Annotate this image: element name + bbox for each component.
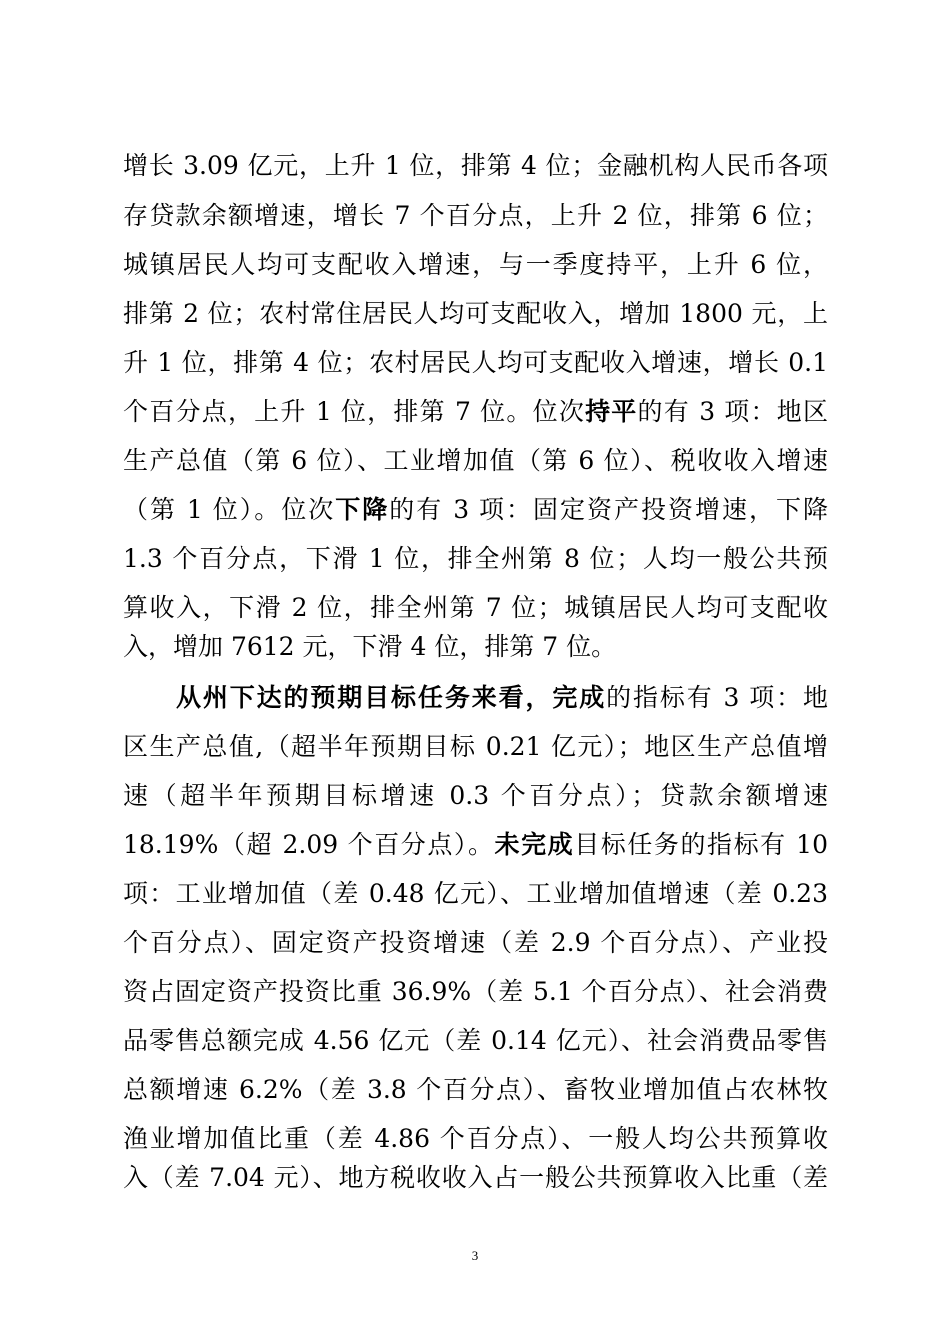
paragraph-2-line-8: 品零售总额完成 4.56 亿元（差 0.14 亿元）、社会消费品零售 xyxy=(123,1026,828,1055)
page-number: 3 xyxy=(471,1248,479,1263)
paragraph-1-line-8: （第 1 位）。位次下降的有 3 项：固定资产投资增速，下降 xyxy=(123,495,828,524)
emphasis-decline: 下降 xyxy=(335,495,390,524)
paragraph-1-line-5: 升 1 位，排第 4 位；农村居民人均可支配收入增速，增长 0.1 xyxy=(123,348,828,377)
paragraph-1-line-4: 排第 2 位；农村常住居民人均可支配收入，增加 1800 元，上 xyxy=(123,299,828,328)
paragraph-1-line-11: 入，增加 7612 元，下滑 4 位，排第 7 位。 xyxy=(123,632,617,661)
paragraph-2-line-9: 总额增速 6.2%（差 3.8 个百分点）、畜牧业增加值占农林牧 xyxy=(123,1075,828,1104)
emphasis-not-completed: 未完成 xyxy=(494,830,575,859)
paragraph-1-line-6: 个百分点，上升 1 位，排第 7 位。位次持平的有 3 项：地区 xyxy=(123,397,828,426)
emphasis-completed: 完成 xyxy=(552,683,607,712)
emphasis-flat: 持平 xyxy=(585,397,638,426)
paragraph-1-line-1: 增长 3.09 亿元，上升 1 位，排第 4 位；金融机构人民币各项 xyxy=(123,151,828,180)
paragraph-1-line-2: 存贷款余额增速，增长 7 个百分点，上升 2 位，排第 6 位； xyxy=(123,201,828,230)
paragraph-1-line-3: 城镇居民人均可支配收入增速，与一季度持平，上升 6 位， xyxy=(123,250,828,279)
paragraph-2-line-6: 个百分点）、固定资产投资增速（差 2.9 个百分点）、产业投 xyxy=(123,928,828,957)
paragraph-1-line-10: 算收入，下滑 2 位，排全州第 7 位；城镇居民人均可支配收 xyxy=(123,593,828,622)
paragraph-2-line-11: 入（差 7.04 元）、地方税收收入占一般公共预算收入比重（差 xyxy=(123,1163,828,1192)
paragraph-2-line-3: 速（超半年预期目标增速 0.3 个百分点）；贷款余额增速 xyxy=(123,781,828,810)
paragraph-2-line-4: 18.19%（超 2.09 个百分点）。未完成目标任务的指标有 10 xyxy=(123,830,828,859)
paragraph-1-line-9: 1.3 个百分点，下滑 1 位，排全州第 8 位；人均一般公共预 xyxy=(123,544,828,573)
paragraph-2-line-5: 项：工业增加值（差 0.48 亿元）、工业增加值增速（差 0.23 xyxy=(123,879,828,908)
paragraph-2-line-2: 区生产总值,（超半年预期目标 0.21 亿元）；地区生产总值增 xyxy=(123,732,828,761)
paragraph-1-line-7: 生产总值（第 6 位）、工业增加值（第 6 位）、税收收入增速 xyxy=(123,446,828,475)
paragraph-2-line-10: 渔业增加值比重（差 4.86 个百分点）、一般人均公共预算收 xyxy=(123,1124,828,1153)
paragraph-2-line-7: 资占固定资产投资比重 36.9%（差 5.1 个百分点）、社会消费 xyxy=(123,977,828,1006)
paragraph-2-line-1: 从州下达的预期目标任务来看，完成的指标有 3 项：地 xyxy=(176,683,828,712)
emphasis-lead: 从州下达的预期目标任务来看， xyxy=(176,683,553,712)
